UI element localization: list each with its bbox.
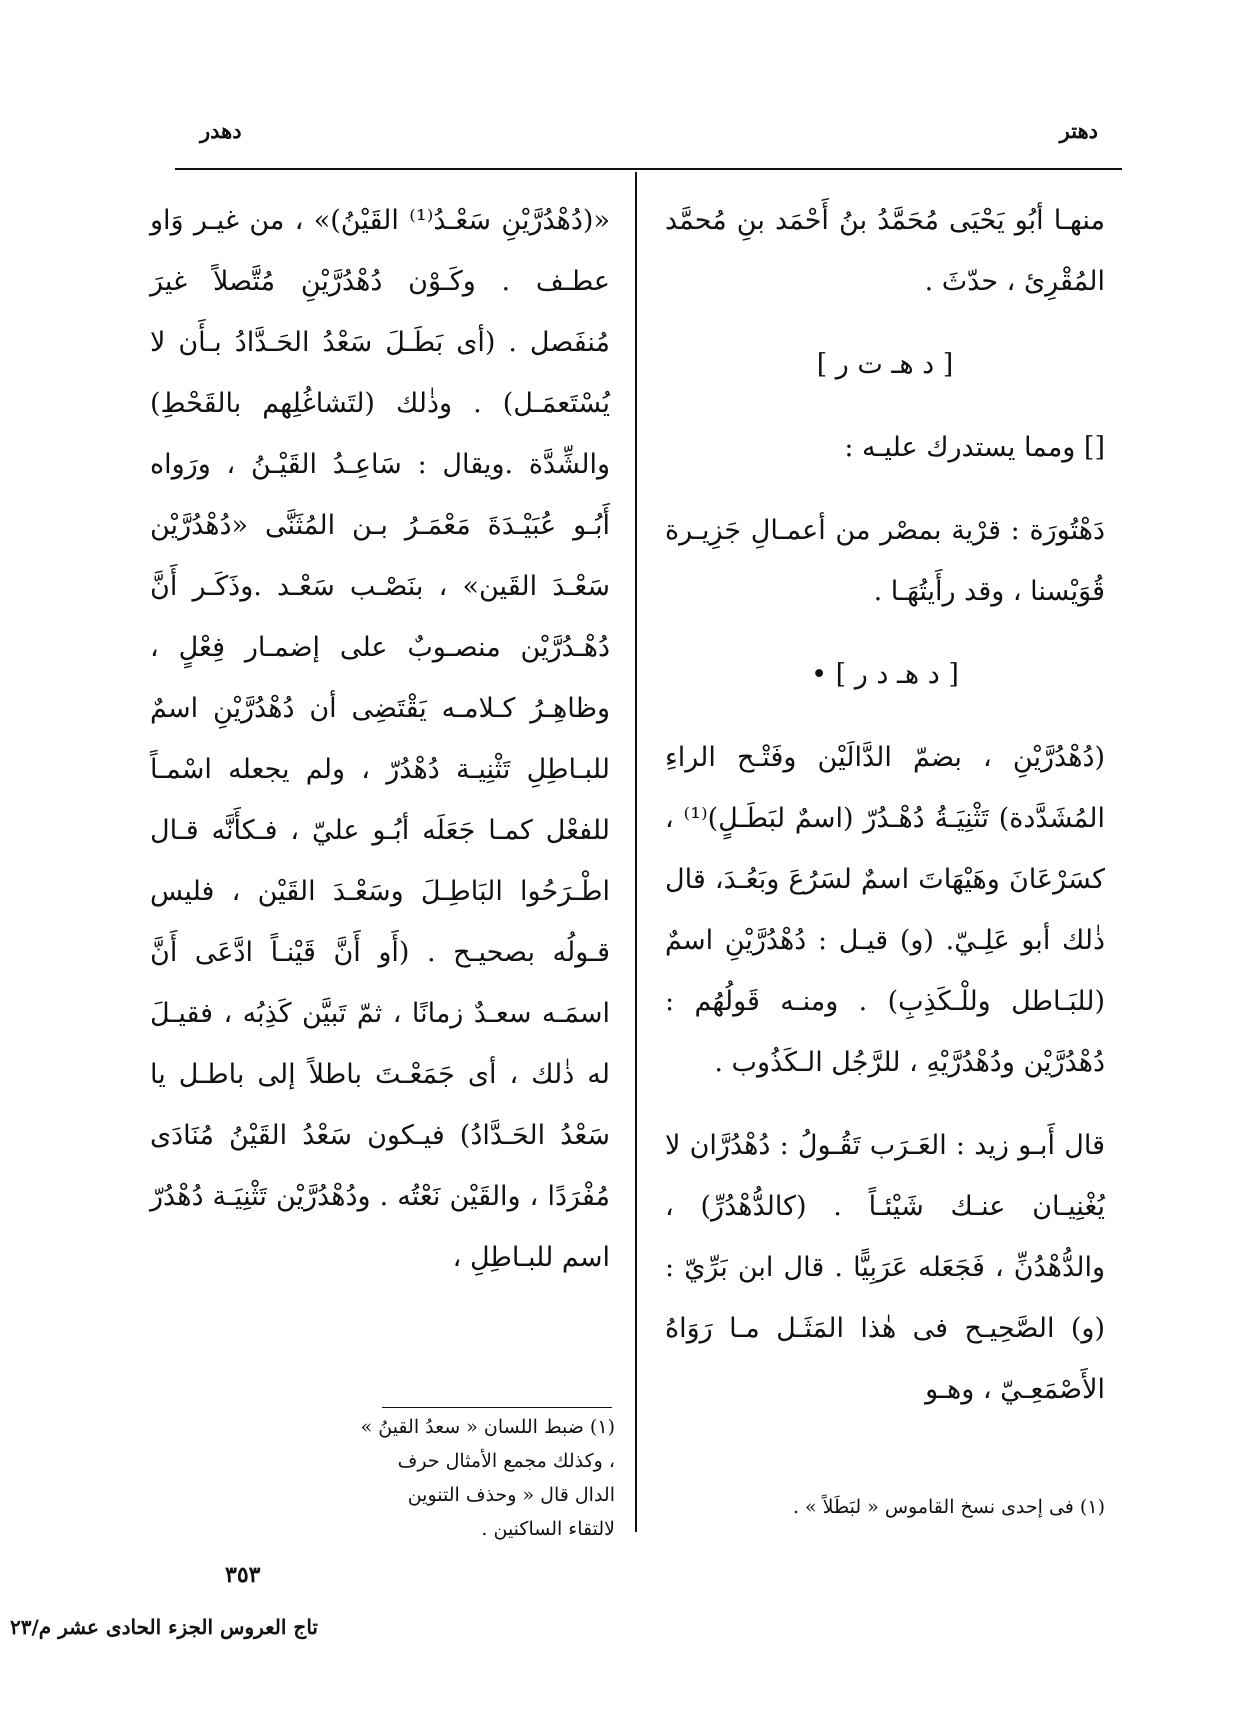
paragraph: (دُهْدُرَّيْنِ ، بضمّ الدَّالَيْن وفَتْـح الراءِ المُشَدَّدة) تَثْنِيَـةُ دُهْـدُرّ (اسمٌ لبَطَـلٍ)⁽¹⁾ ، كسَرْعَانَ وهَيْهَاتَ اسمٌ لسَرُعَ وبَعُـدَ، قال ذٰلك أبو عَلِـيّ. (و) قيـل : دُهْدُرَّيْنِ اسمٌ (للبَـاطل وللْـكَذِبِ) . ومنـه قَولُهُم : دُهْدُرَّيْن ودُهْدُرَّيْهِ ، للرَّجُل الـكَذُوب . <box>665 742 1105 1078</box>
left-column <box>150 190 610 1288</box>
page-number: ٣٥٣ <box>225 1562 261 1588</box>
paragraph: دَهْتُورَة : قرْية بمصْر من أعمـالِ جَزِيـرة قُوَيْسنا ، وقد رأَيتُهَـا . <box>665 515 1105 607</box>
entry-heading: [ د هـ د ر ] • <box>811 659 959 690</box>
paragraph: قال أَبـو زيد : العَـرَب تَقُـولُ : دُهْدُرَّان لا يُغْنِيـان عنـك شَيْئـاً . (كالدُّهْدُرِّ) ، والدُّهْدُنِّ ، فَجَعَله عَرَبِيًّا . قال ابن بَرِّيّ : (و) الصَّحِيـح فى هٰذا المَثَـل مـا رَوَاهُ الأَصْمَعِـيّ ، وهـو <box>665 1130 1105 1405</box>
paragraph: [] ومما يستدرك عليـه : <box>844 432 1105 463</box>
footnote-right: (١) فى إحدى نسخ القاموس « لبَطَلاً » . <box>792 1496 1105 1518</box>
entry-heading: [ د هـ ت ر ] <box>816 349 954 380</box>
running-head-left: دهدر <box>200 118 242 143</box>
right-column <box>665 190 1105 1420</box>
book-imprint: تاج العروس الجزء الحادى عشر م/٢٣ <box>10 1615 318 1639</box>
paragraph: «(دُهْدُرَّيْنِ سَعْـدُ⁽¹⁾ القَيْنُ)» ، من غيـر وَاو عطـف . وكَـوْن دُهْدُرَّيْنِ مُتَّصلاً غيرَ مُنفَصل . (أى بَطَـلَ سَعْدُ الحَـدَّادُ بـأَن لا يُسْتَعمَـل) . وذٰلك (لتَشاغُلِهم بالقَحْطِ) والشِّدَّة .ويقال : سَاعِـدُ القَيْـنُ ، ورَواه أَبُـو عُبَيْـدَةَ مَعْمَـرُ بـن المُثَنَّى «دُهْدُرَّيْن سَعْـدَ القَين» ، بنَصْـب سَعْـد .وذَكَـر أَنَّ دُهْـدُرَّيْن منصـوبٌ على إضمـار فِعْلٍ ، وظاهِـرُ كـلامـه يَقْتَضِى أن دُهْدُرَّيْنِ اسمٌ للبـاطِلِ تَثْنِيـة دُهْدُرّ ، ولم يجعله اسْمـاً للفعْل كمـا جَعَلَه أبُـو عليّ ، فـكأَنَّه قـال اطْـرَحُوا البَاطِـلَ وسَعْـدَ القَيْن ، فليس قـولُه بصحيـح . (أَو أَنَّ قَيْنـاً ادَّعَى أَنَّ اسمَـه سعـدٌ زمانًا ، ثمّ تَبيَّن كَذِبُه ، فقيـلَ له ذٰلك ، أى جَمَعْـتَ باطلاً إلى باطـل يا سَعْدُ الحَـدَّادُ) فيـكون سَعْدُ القَيْنُ مُنَادَى مُفْرَدًا ، والقَيْن نَعْتُه . ودُهْدُرَّيْن تَثْنِيَـة دُهْدُرّ اسم للبـاطِلِ ، <box>150 205 610 1273</box>
footnote-rule <box>382 1407 612 1408</box>
paragraph: منهـا أبُو يَحْيَى مُحَمَّدُ بنُ أَحْمَد بنِ مُحمَّد المُقْرِئ ، حدّثَ . <box>665 205 1105 297</box>
footnote-left: (١) ضبط اللسان « سعدُ القينُ » ، وكذلك مجمع الأمثال حرف الدال قال « وحذف التنوين لالتقاء الساكنين . <box>360 1416 615 1540</box>
running-head-right: دهتر <box>1059 118 1098 143</box>
header-rule <box>175 168 1122 170</box>
column-separator <box>635 172 637 1532</box>
